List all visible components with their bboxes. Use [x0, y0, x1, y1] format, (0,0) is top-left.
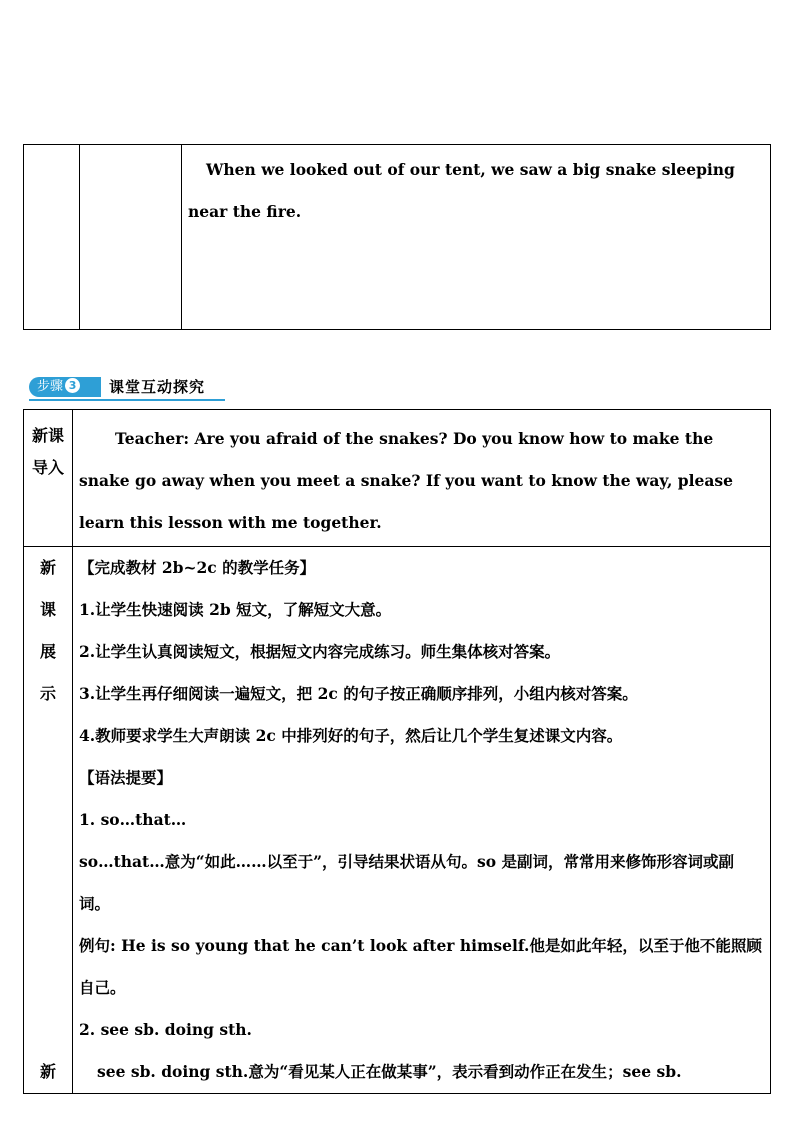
empty-cell	[80, 145, 182, 330]
step-underline	[29, 399, 225, 401]
previous-content-table	[23, 144, 771, 330]
task-heading: 【完成教材 2b~2c 的教学任务】	[79, 558, 316, 577]
grammar-point-title: 1. so…that…	[79, 810, 187, 829]
step-badge	[29, 377, 101, 397]
label-char-bottom: 新	[39, 1062, 56, 1081]
teacher-text: Teacher: Are you afraid of the snakes? Do you know how to make the snake go away when you meet a snake? If you want to know the way, please learn this lesson with me together.	[79, 429, 733, 532]
step-number-icon: 3	[65, 378, 80, 393]
example-sentence: When we looked out of our tent, we saw a big snake sleeping near the fire.	[188, 160, 735, 221]
step-title: 课堂互动探究	[109, 378, 206, 396]
task-item: 3.让学生再仔细阅读一遍短文，把 2c 的句子按正确顺序排列，小组内核对答案。	[79, 684, 638, 703]
label-char: 课	[39, 600, 56, 619]
label-char: 示	[39, 684, 56, 703]
task-item: 1.让学生快速阅读 2b 短文，了解短文大意。	[79, 600, 392, 619]
grammar-point-text: see sb. doing sth.意为“看见某人正在做某事”，表示看到动作正在发生；see sb.	[97, 1062, 682, 1081]
label-line: 导入	[31, 458, 64, 477]
task-item: 4.教师要求学生大声朗读 2c 中排列好的句子，然后让几个学生复述课文内容。	[79, 726, 623, 745]
lesson-table	[23, 409, 771, 1094]
label-char: 新	[39, 558, 56, 577]
label-char: 展	[39, 642, 56, 661]
presentation-content	[73, 547, 771, 1094]
row-label-intro	[24, 410, 73, 547]
step-badge-text: 步骤	[37, 379, 64, 394]
label-line: 新课	[31, 426, 64, 445]
vertical-label	[24, 547, 72, 715]
task-item: 2.让学生认真阅读短文，根据短文内容完成练习。师生集体核对答案。	[79, 642, 561, 661]
grammar-heading: 【语法提要】	[79, 768, 173, 787]
grammar-point-text: so…that…意为“如此……以至于”，引导结果状语从句。so 是副词，常常用来修饰形容词或副词。	[79, 852, 734, 913]
intro-content	[73, 410, 771, 547]
sentence-cell	[182, 145, 771, 330]
grammar-point-title: 2. see sb. doing sth.	[79, 1020, 252, 1039]
grammar-example: 例句: He is so young that he can’t look after himself.他是如此年轻，以至于他不能照顾自己。	[79, 936, 762, 997]
empty-cell	[24, 145, 80, 330]
row-label-presentation	[24, 547, 73, 1094]
